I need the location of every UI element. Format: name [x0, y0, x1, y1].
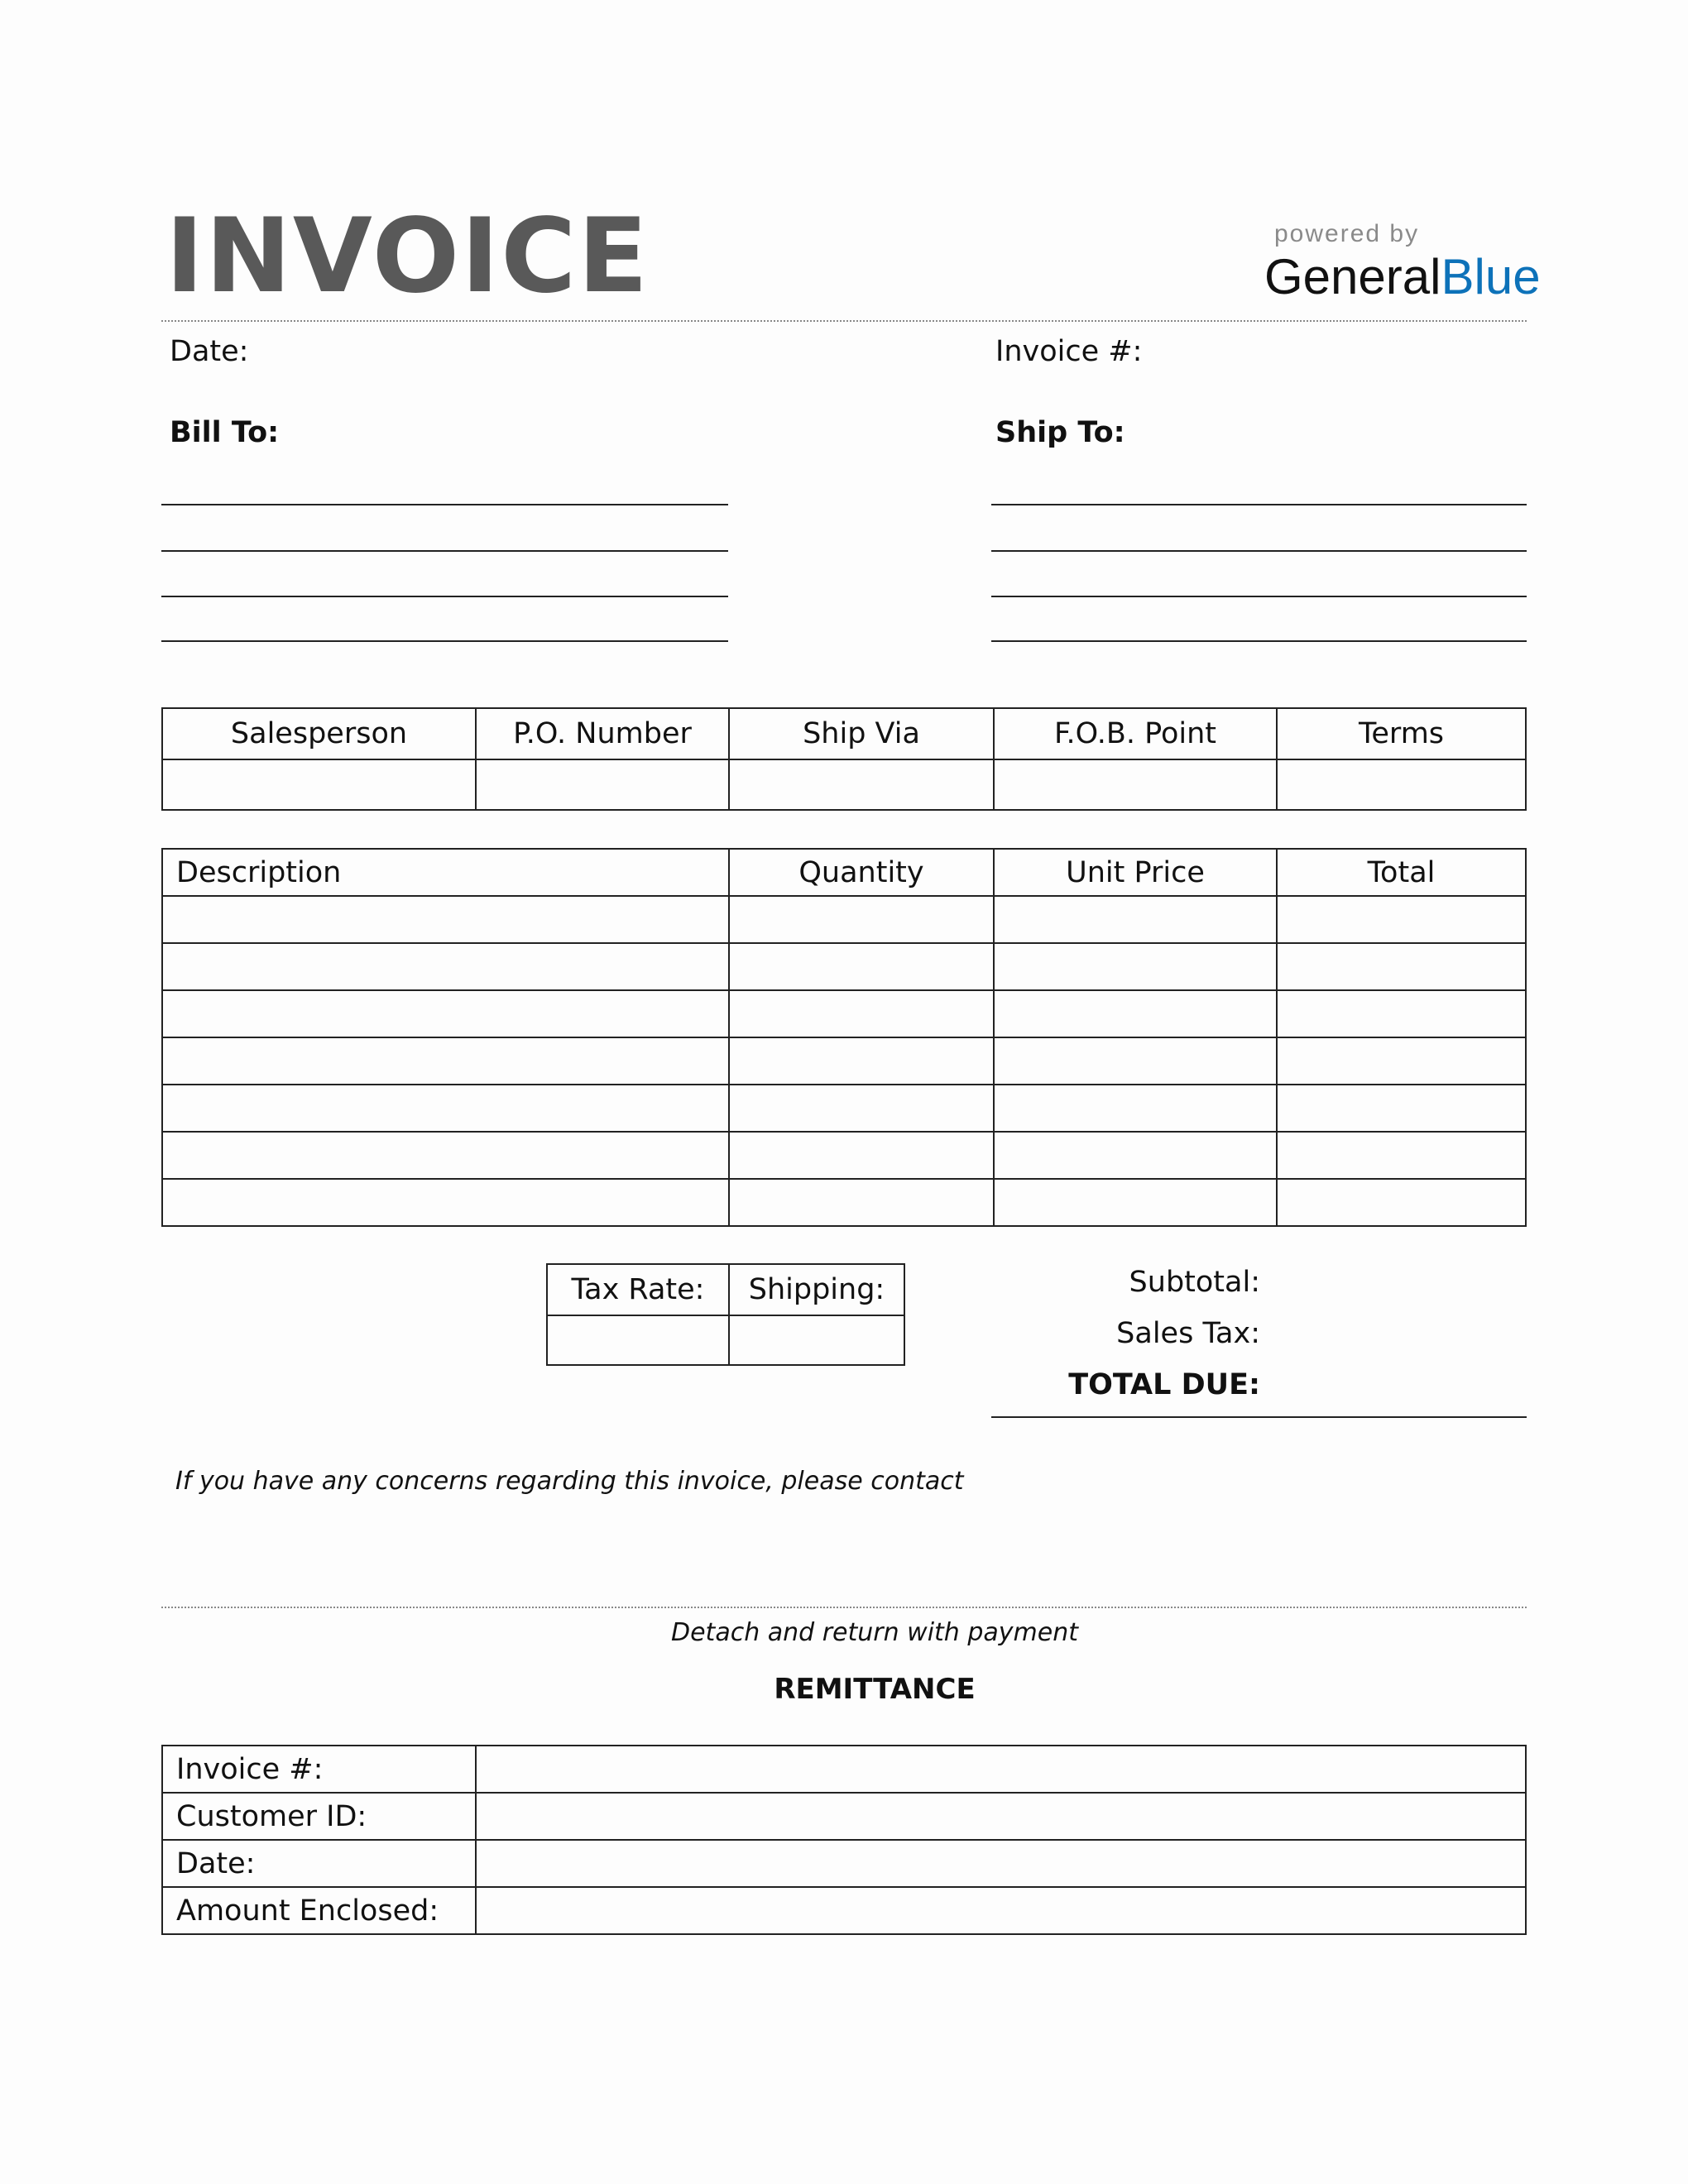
- date-label: Date:: [170, 335, 249, 368]
- description-cell[interactable]: [162, 1132, 729, 1179]
- table-row: [162, 896, 1526, 943]
- total-cell[interactable]: [1277, 1037, 1526, 1085]
- header-total: Total: [1277, 849, 1526, 896]
- remit-customer-id-label: Customer ID:: [162, 1793, 476, 1840]
- header-po-number: P.O. Number: [476, 708, 729, 759]
- total-cell[interactable]: [1277, 1179, 1526, 1226]
- subtotal-label: Subtotal:: [1129, 1266, 1260, 1299]
- bill-to-label: Bill To:: [170, 416, 280, 449]
- salesperson-cell[interactable]: [162, 759, 476, 810]
- remit-invoice-field[interactable]: [476, 1746, 1526, 1793]
- generalblue-logo: [1264, 248, 1541, 305]
- description-cell[interactable]: [162, 1085, 729, 1132]
- ship-to-line[interactable]: [991, 504, 1527, 505]
- shipping-cell[interactable]: [729, 1315, 904, 1365]
- bill-to-line[interactable]: [161, 550, 728, 552]
- remittance-table: [161, 1745, 1527, 1935]
- table-row: [162, 1037, 1526, 1085]
- quantity-cell[interactable]: [729, 1085, 994, 1132]
- header-terms: Terms: [1277, 708, 1526, 759]
- table-row: [162, 1132, 1526, 1179]
- quantity-cell[interactable]: [729, 1037, 994, 1085]
- description-cell[interactable]: [162, 1037, 729, 1085]
- fob-point-cell[interactable]: [994, 759, 1277, 810]
- total-cell[interactable]: [1277, 943, 1526, 990]
- header-unit-price: Unit Price: [994, 849, 1277, 896]
- unit-price-cell[interactable]: [994, 1037, 1277, 1085]
- total-cell[interactable]: [1277, 1085, 1526, 1132]
- total-cell[interactable]: [1277, 1132, 1526, 1179]
- ship-to-label: Ship To:: [995, 416, 1125, 449]
- unit-price-cell[interactable]: [994, 1132, 1277, 1179]
- invoice-number-label: Invoice #:: [995, 335, 1143, 368]
- bill-to-line[interactable]: [161, 640, 728, 642]
- bill-to-line[interactable]: [161, 504, 728, 505]
- logo-general: General: [1264, 249, 1441, 304]
- terms-cell[interactable]: [1277, 759, 1526, 810]
- quantity-cell[interactable]: [729, 896, 994, 943]
- remit-amount-field[interactable]: [476, 1887, 1526, 1934]
- tax-shipping-table: [546, 1263, 905, 1366]
- bill-to-line[interactable]: [161, 596, 728, 597]
- invoice-title: INVOICE: [165, 197, 650, 316]
- total-due-label: TOTAL DUE:: [1068, 1368, 1260, 1401]
- total-due-line: [991, 1416, 1527, 1418]
- ship-to-line[interactable]: [991, 596, 1527, 597]
- description-cell[interactable]: [162, 896, 729, 943]
- po-number-cell[interactable]: [476, 759, 729, 810]
- detach-divider: [161, 1607, 1527, 1608]
- total-cell[interactable]: [1277, 896, 1526, 943]
- header-ship-via: Ship Via: [729, 708, 994, 759]
- unit-price-cell[interactable]: [994, 1179, 1277, 1226]
- detach-text: Detach and return with payment: [671, 1618, 1078, 1647]
- quantity-cell[interactable]: [729, 1132, 994, 1179]
- powered-by-text: powered by: [1274, 220, 1420, 247]
- tax-rate-cell[interactable]: [547, 1315, 729, 1365]
- header-description: Description: [162, 849, 729, 896]
- header-shipping: Shipping:: [729, 1264, 904, 1315]
- unit-price-cell[interactable]: [994, 990, 1277, 1037]
- ship-to-line[interactable]: [991, 550, 1527, 552]
- remittance-heading: REMITTANCE: [774, 1673, 976, 1706]
- ship-to-line[interactable]: [991, 640, 1527, 642]
- table-row: [162, 1085, 1526, 1132]
- order-info-table: [161, 707, 1527, 811]
- items-table: [161, 848, 1527, 1227]
- header-divider: [161, 320, 1527, 322]
- quantity-cell[interactable]: [729, 943, 994, 990]
- header-quantity: Quantity: [729, 849, 994, 896]
- remit-customer-id-field[interactable]: [476, 1793, 1526, 1840]
- description-cell[interactable]: [162, 1179, 729, 1226]
- quantity-cell[interactable]: [729, 1179, 994, 1226]
- header-tax-rate: Tax Rate:: [547, 1264, 729, 1315]
- remit-amount-label: Amount Enclosed:: [162, 1887, 476, 1934]
- table-row: [162, 1179, 1526, 1226]
- table-row: [162, 990, 1526, 1037]
- header-salesperson: Salesperson: [162, 708, 476, 759]
- total-cell[interactable]: [1277, 990, 1526, 1037]
- remit-date-label: Date:: [162, 1840, 476, 1887]
- remit-date-field[interactable]: [476, 1840, 1526, 1887]
- unit-price-cell[interactable]: [994, 943, 1277, 990]
- unit-price-cell[interactable]: [994, 896, 1277, 943]
- description-cell[interactable]: [162, 943, 729, 990]
- unit-price-cell[interactable]: [994, 1085, 1277, 1132]
- remit-invoice-label: Invoice #:: [162, 1746, 476, 1793]
- ship-via-cell[interactable]: [729, 759, 994, 810]
- header-fob-point: F.O.B. Point: [994, 708, 1277, 759]
- sales-tax-label: Sales Tax:: [1116, 1317, 1260, 1350]
- quantity-cell[interactable]: [729, 990, 994, 1037]
- description-cell[interactable]: [162, 990, 729, 1037]
- table-row: [162, 943, 1526, 990]
- logo-blue: Blue: [1441, 249, 1541, 304]
- concerns-text: If you have any concerns regarding this invoice, please contact: [175, 1467, 964, 1496]
